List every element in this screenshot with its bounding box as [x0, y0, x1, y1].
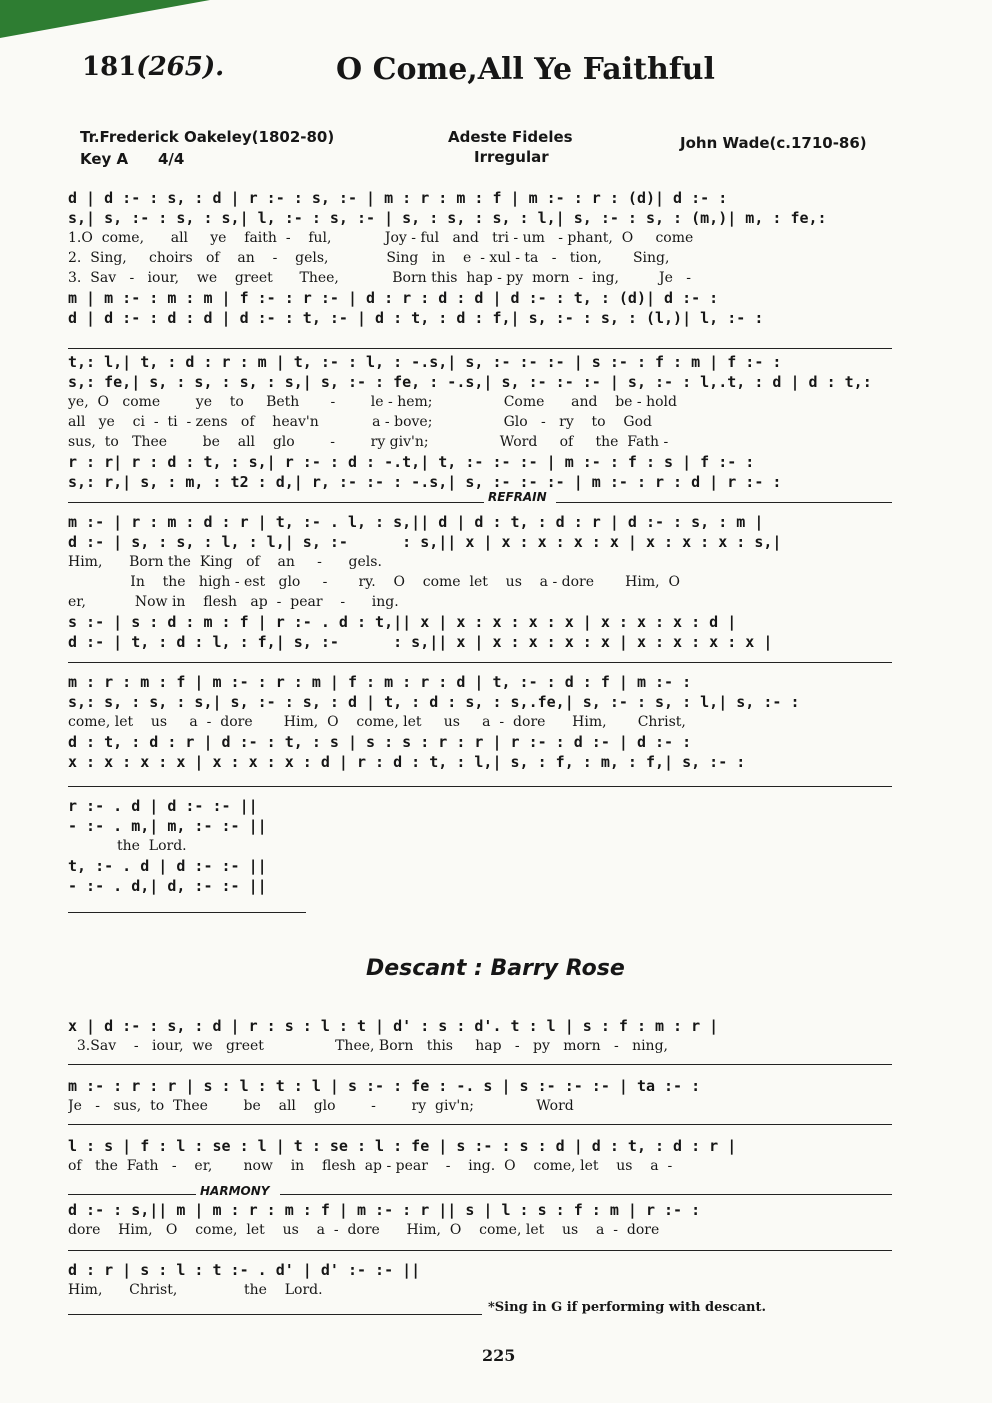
descant-lyrics: dore Him, O come, let us a - dore Him, O come, let us a - dore: [68, 1222, 660, 1238]
bass-line: - :- . d,| d, :- :- ||: [68, 877, 267, 895]
lyrics-verse-3: er, Now in flesh ap - pear - ing.: [68, 594, 399, 610]
system-divider: [68, 1124, 892, 1125]
lyrics-verse-1: 1.O come, all ye faith - ful, Joy - ful and tri - um - phant, O come: [68, 230, 694, 246]
system-divider: [68, 1314, 482, 1315]
composer: John Wade(c.1710-86): [680, 134, 867, 152]
tenor-line: d : t, : d : r | d :- : t, : s | s : s : r : r | r :- : d :- | d :- :: [68, 733, 692, 751]
descant-system-2: [68, 1076, 892, 1116]
tenor-line: r : r| r : d : t, : s,| r :- : d : -.t,| t, :- :- :- | m :- : f : s | f :- :: [68, 453, 755, 471]
music-system-5: [68, 796, 892, 896]
system-divider: [280, 1194, 892, 1195]
system-divider: [68, 786, 892, 787]
soprano-line: m :- | r : m : d : r | t, :- . l, : s,|| d | d : t, : d : r | d :- : s, : m |: [68, 513, 764, 531]
descant-system-4: [68, 1200, 892, 1240]
key-signature: Key A: [80, 150, 129, 168]
music-system-1: [68, 188, 892, 328]
descant-line: l : s | f : l : se : l | t : se : l : fe | s :- : s : d | d : t, : d : r |: [68, 1137, 737, 1155]
tenor-line: s :- | s : d : m : f | r :- . d : t,|| x | x : x : x : x | x : x : x : d |: [68, 613, 737, 631]
descant-system-1: [68, 1016, 892, 1056]
lyrics-verse-1: ye, O come ye to Beth - le - hem; Come and be - hold: [68, 394, 677, 410]
music-system-3: [68, 512, 892, 652]
descant-system-3: [68, 1136, 892, 1176]
tune-name: Adeste Fideles: [448, 128, 573, 146]
lyrics-verse-3: 3. Sav - iour, we greet Thee, Born this hap - py morn - ing, Je -: [68, 270, 691, 286]
descant-lyrics: Je - sus, to Thee be all glo - ry giv'n; Word: [68, 1098, 574, 1114]
bass-line: d :- | t, : d : l, : f,| s, :- : s,|| x | x : x : x : x | x : x : x : x |: [68, 633, 773, 651]
descant-line: x | d :- : s, : d | r : s : l : t | d' : s : d'. t : l | s : f : m : r |: [68, 1017, 719, 1035]
bass-line: s,: r,| s, : m, : t2 : d,| r, :- :- : -.s,| s, :- :- :- | m :- : r : d | r :- :: [68, 473, 782, 491]
system-divider: [68, 348, 892, 349]
descant-line: m :- : r : r | s : l : t : l | s :- : fe : -. s | s :- :- :- | ta :- :: [68, 1077, 701, 1095]
music-system-4: [68, 672, 892, 772]
bass-line: d | d :- : d : d | d :- : t, :- | d : t, : d : f,| s, :- : s, : (l,)| l, :- :: [68, 309, 764, 327]
harmony-label: HARMONY: [200, 1184, 270, 1198]
alto-line: s,| s, :- : s, : s,| l, :- : s, :- | s, : s, : s, : l,| s, :- : s, : (m,)| m, : fe,:: [68, 209, 827, 227]
tenor-line: m | m :- : m : m | f :- : r :- | d : r : d : d | d :- : t, : (d)| d :- :: [68, 289, 719, 307]
soprano-line: r :- . d | d :- :- ||: [68, 797, 258, 815]
soprano-line: m : r : m : f | m :- : r : m | f : m : r : d | t, :- : d : f | m :- :: [68, 673, 692, 691]
translator: Tr.Frederick Oakeley(1802-80): [80, 128, 335, 146]
alto-line: - :- . m,| m, :- :- ||: [68, 817, 267, 835]
meter: Irregular: [474, 148, 549, 166]
footnote: *Sing in G if performing with descant.: [488, 1300, 766, 1315]
descant-line: d : r | s : l : t :- . d' | d' :- :- ||: [68, 1261, 421, 1279]
page-title: O Come,All Ye Faithful: [336, 52, 715, 87]
bass-line: x : x : x : x | x : x : x : d | r : d : t, : l,| s, : f, : m, : f,| s, :- :: [68, 753, 746, 771]
alto-line: d :- | s, : s, : l, : l,| s, :- : s,|| x | x : x : x : x | x : x : x : s,|: [68, 533, 782, 551]
system-divider: [68, 1250, 892, 1251]
refrain-label: REFRAIN: [488, 490, 547, 504]
descant-line: d :- : s,|| m | m : r : m : f | m :- : r || s | l : s : f : m | r :- :: [68, 1201, 701, 1219]
soprano-line: t,: l,| t, : d : r : m | t, :- : l, : -.s,| s, :- :- :- | s :- : f : m | f :- :: [68, 353, 782, 371]
system-divider: [68, 1064, 892, 1065]
time-signature: 4/4: [158, 150, 185, 168]
page-corner-decoration: [0, 0, 210, 38]
system-divider: [68, 502, 484, 503]
system-divider: [68, 1194, 196, 1195]
descant-lyrics: of the Fath - er, now in flesh ap - pear - ing. O come, let us a -: [68, 1158, 673, 1174]
lyrics-verse-2: all ye ci - ti - zens of heav'n a - bove; Glo - ry to God: [68, 414, 652, 430]
lyrics-line: come, let us a - dore Him, O come, let us a - dore Him, Christ,: [68, 714, 686, 730]
alto-line: s,: s, : s, : s,| s, :- : s, : d | t, : d : s, : s,.fe,| s, :- : s, : l,| s, :- :: [68, 693, 800, 711]
system-divider: [556, 502, 892, 503]
descant-lyrics: Him, Christ, the Lord.: [68, 1282, 323, 1298]
system-divider: [68, 912, 306, 913]
lyrics-verse-3: sus, to Thee be all glo - ry giv'n; Word of the Fath -: [68, 434, 669, 450]
tenor-line: t, :- . d | d :- :- ||: [68, 857, 267, 875]
lyrics-verse-2: In the high - est glo - ry. O come let us a - dore Him, O: [68, 574, 680, 590]
hymn-number: 181(265).: [82, 52, 225, 82]
lyrics-verse-2: 2. Sing, choirs of an - gels, Sing in e - xul - ta - tion, Sing,: [68, 250, 670, 266]
music-system-2: [68, 352, 892, 492]
system-divider: [68, 662, 892, 663]
descant-system-5: [68, 1260, 892, 1300]
descant-lyrics: 3.Sav - iour, we greet Thee, Born this hap - py morn - ning,: [68, 1038, 668, 1054]
descant-title: Descant : Barry Rose: [366, 956, 625, 981]
page-number: 225: [482, 1346, 516, 1365]
lyrics-line: the Lord.: [68, 838, 187, 854]
soprano-line: d | d :- : s, : d | r :- : s, :- | m : r : m : f | m :- : r : (d)| d :- :: [68, 189, 728, 207]
alto-line: s,: fe,| s, : s, : s, : s,| s, :- : fe, : -.s,| s, :- :- :- | s, :- : l,.t, : d | d : t,:: [68, 373, 872, 391]
lyrics-verse-1: Him, Born the King of an - gels.: [68, 554, 382, 570]
